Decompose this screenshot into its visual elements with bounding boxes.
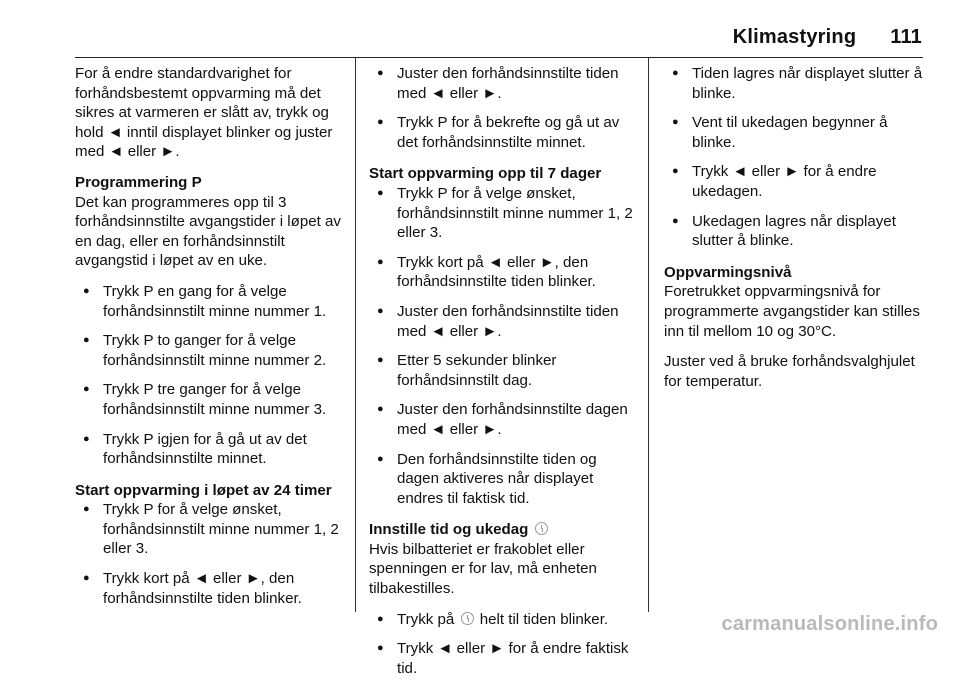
- column-3: [664, 64, 926, 402]
- list-item: ● Trykk kort på ◄ eller ►, den forhåndsinnstilte tiden blinker.: [75, 569, 345, 608]
- list-item: ● Trykk P en gang for å velge forhåndsinnstilt minne nummer 1.: [75, 282, 345, 321]
- adjust-list: [369, 64, 637, 152]
- list-item: ● Ukedagen lagres når displayet slutter å blinke.: [664, 212, 926, 251]
- column-2: [369, 64, 637, 690]
- section-title: Klimastyring: [732, 26, 857, 48]
- list-item: ● Trykk P to ganger for å velge forhåndsinnstilt minne nummer 2.: [75, 331, 345, 370]
- start-24h-heading: Start oppvarming i løpet av 24 timer: [75, 481, 332, 499]
- page-number: 111: [890, 26, 922, 48]
- time-list: [369, 610, 637, 679]
- time-text: Hvis bilbatteriet er frakoblet eller spenningen er for lav, må enheten tilbakestilles.: [369, 540, 597, 598]
- heating-level-text: Foretrukket oppvarmingsnivå for programmerte avgangstider kan stilles inn til mellom 10 og 30°C.: [664, 283, 920, 340]
- list-item: ● Tiden lagres når displayet slutter å blinke.: [664, 64, 926, 103]
- watermark: carmanualsonline.info: [721, 613, 938, 635]
- start-7d-heading: Start oppvarming opp til 7 dager: [369, 165, 602, 183]
- intro-paragraph: For å endre standardvarighet for forhåndsbestemt oppvarming må det sikres at varmeren er slått av, trykk og hold ◄ inntil displayet blinker og juster med ◄ eller ►.: [75, 65, 333, 161]
- page-header: [733, 26, 922, 49]
- programming-text: Det kan programmeres opp til 3 forhåndsinnstilte avgangstider i løpet av en dag, eller en forhåndsinnstilt avgangstid i løpet av en uke.: [75, 193, 341, 270]
- column-divider-2: [648, 58, 649, 612]
- clock-icon: [535, 522, 548, 535]
- header-rule: [75, 57, 923, 58]
- list-item: ● Den forhåndsinnstilte tiden og dagen aktiveres når displayet endres til faktisk tid.: [369, 450, 637, 509]
- list-item: ● Trykk P for å bekrefte og gå ut av det forhåndsinnstilte minnet.: [369, 113, 637, 152]
- time-section: [369, 520, 637, 598]
- list-item: ● Trykk P tre ganger for å velge forhåndsinnstilt minne nummer 3.: [75, 380, 345, 419]
- list-item-text: Trykk på: [397, 610, 455, 628]
- list-item: ● Juster den forhåndsinnstilte dagen med ◄ eller ►.: [369, 400, 637, 439]
- heating-level-text-2: Juster ved å bruke forhåndsvalghjulet for temperatur.: [664, 353, 915, 390]
- time-heading: Innstille tid og ukedag: [369, 521, 529, 539]
- list-item: ● Trykk P for å velge ønsket, forhåndsinnstilt minne nummer 1, 2 eller 3.: [75, 500, 345, 559]
- list-item: ● Etter 5 sekunder blinker forhåndsinnstilt dag.: [369, 351, 637, 390]
- start-24h-list: [75, 500, 345, 608]
- heating-level-section: [664, 263, 926, 341]
- programming-list: [75, 282, 345, 469]
- list-item: ● Vent til ukedagen begynner å blinke.: [664, 113, 926, 152]
- programming-heading: Programmering P: [75, 173, 202, 191]
- list-item: ● Juster den forhåndsinnstilte tiden med ◄ eller ►.: [369, 302, 637, 341]
- save-list: [664, 64, 926, 251]
- column-1: [75, 64, 345, 620]
- list-item-text: helt til tiden blinker.: [479, 610, 609, 628]
- list-item: [369, 610, 637, 630]
- programming-section: [75, 173, 345, 271]
- list-item: ● Trykk P igjen for å gå ut av det forhåndsinnstilte minnet.: [75, 430, 345, 469]
- list-item: ● Trykk kort på ◄ eller ►, den forhåndsinnstilte tiden blinker.: [369, 253, 637, 292]
- list-item: ● Trykk ◄ eller ► for å endre faktisk tid.: [369, 639, 637, 678]
- time-heading-line: [369, 520, 637, 540]
- column-divider-1: [355, 58, 356, 612]
- start-7d-list: [369, 184, 637, 508]
- clock-icon: [461, 612, 474, 625]
- list-item: ● Juster den forhåndsinnstilte tiden med ◄ eller ►.: [369, 64, 637, 103]
- list-item: ● Trykk P for å velge ønsket, forhåndsinnstilt minne nummer 1, 2 eller 3.: [369, 184, 637, 243]
- list-item: ● Trykk ◄ eller ► for å endre ukedagen.: [664, 162, 926, 201]
- heating-level-heading: Oppvarmingsnivå: [664, 263, 792, 281]
